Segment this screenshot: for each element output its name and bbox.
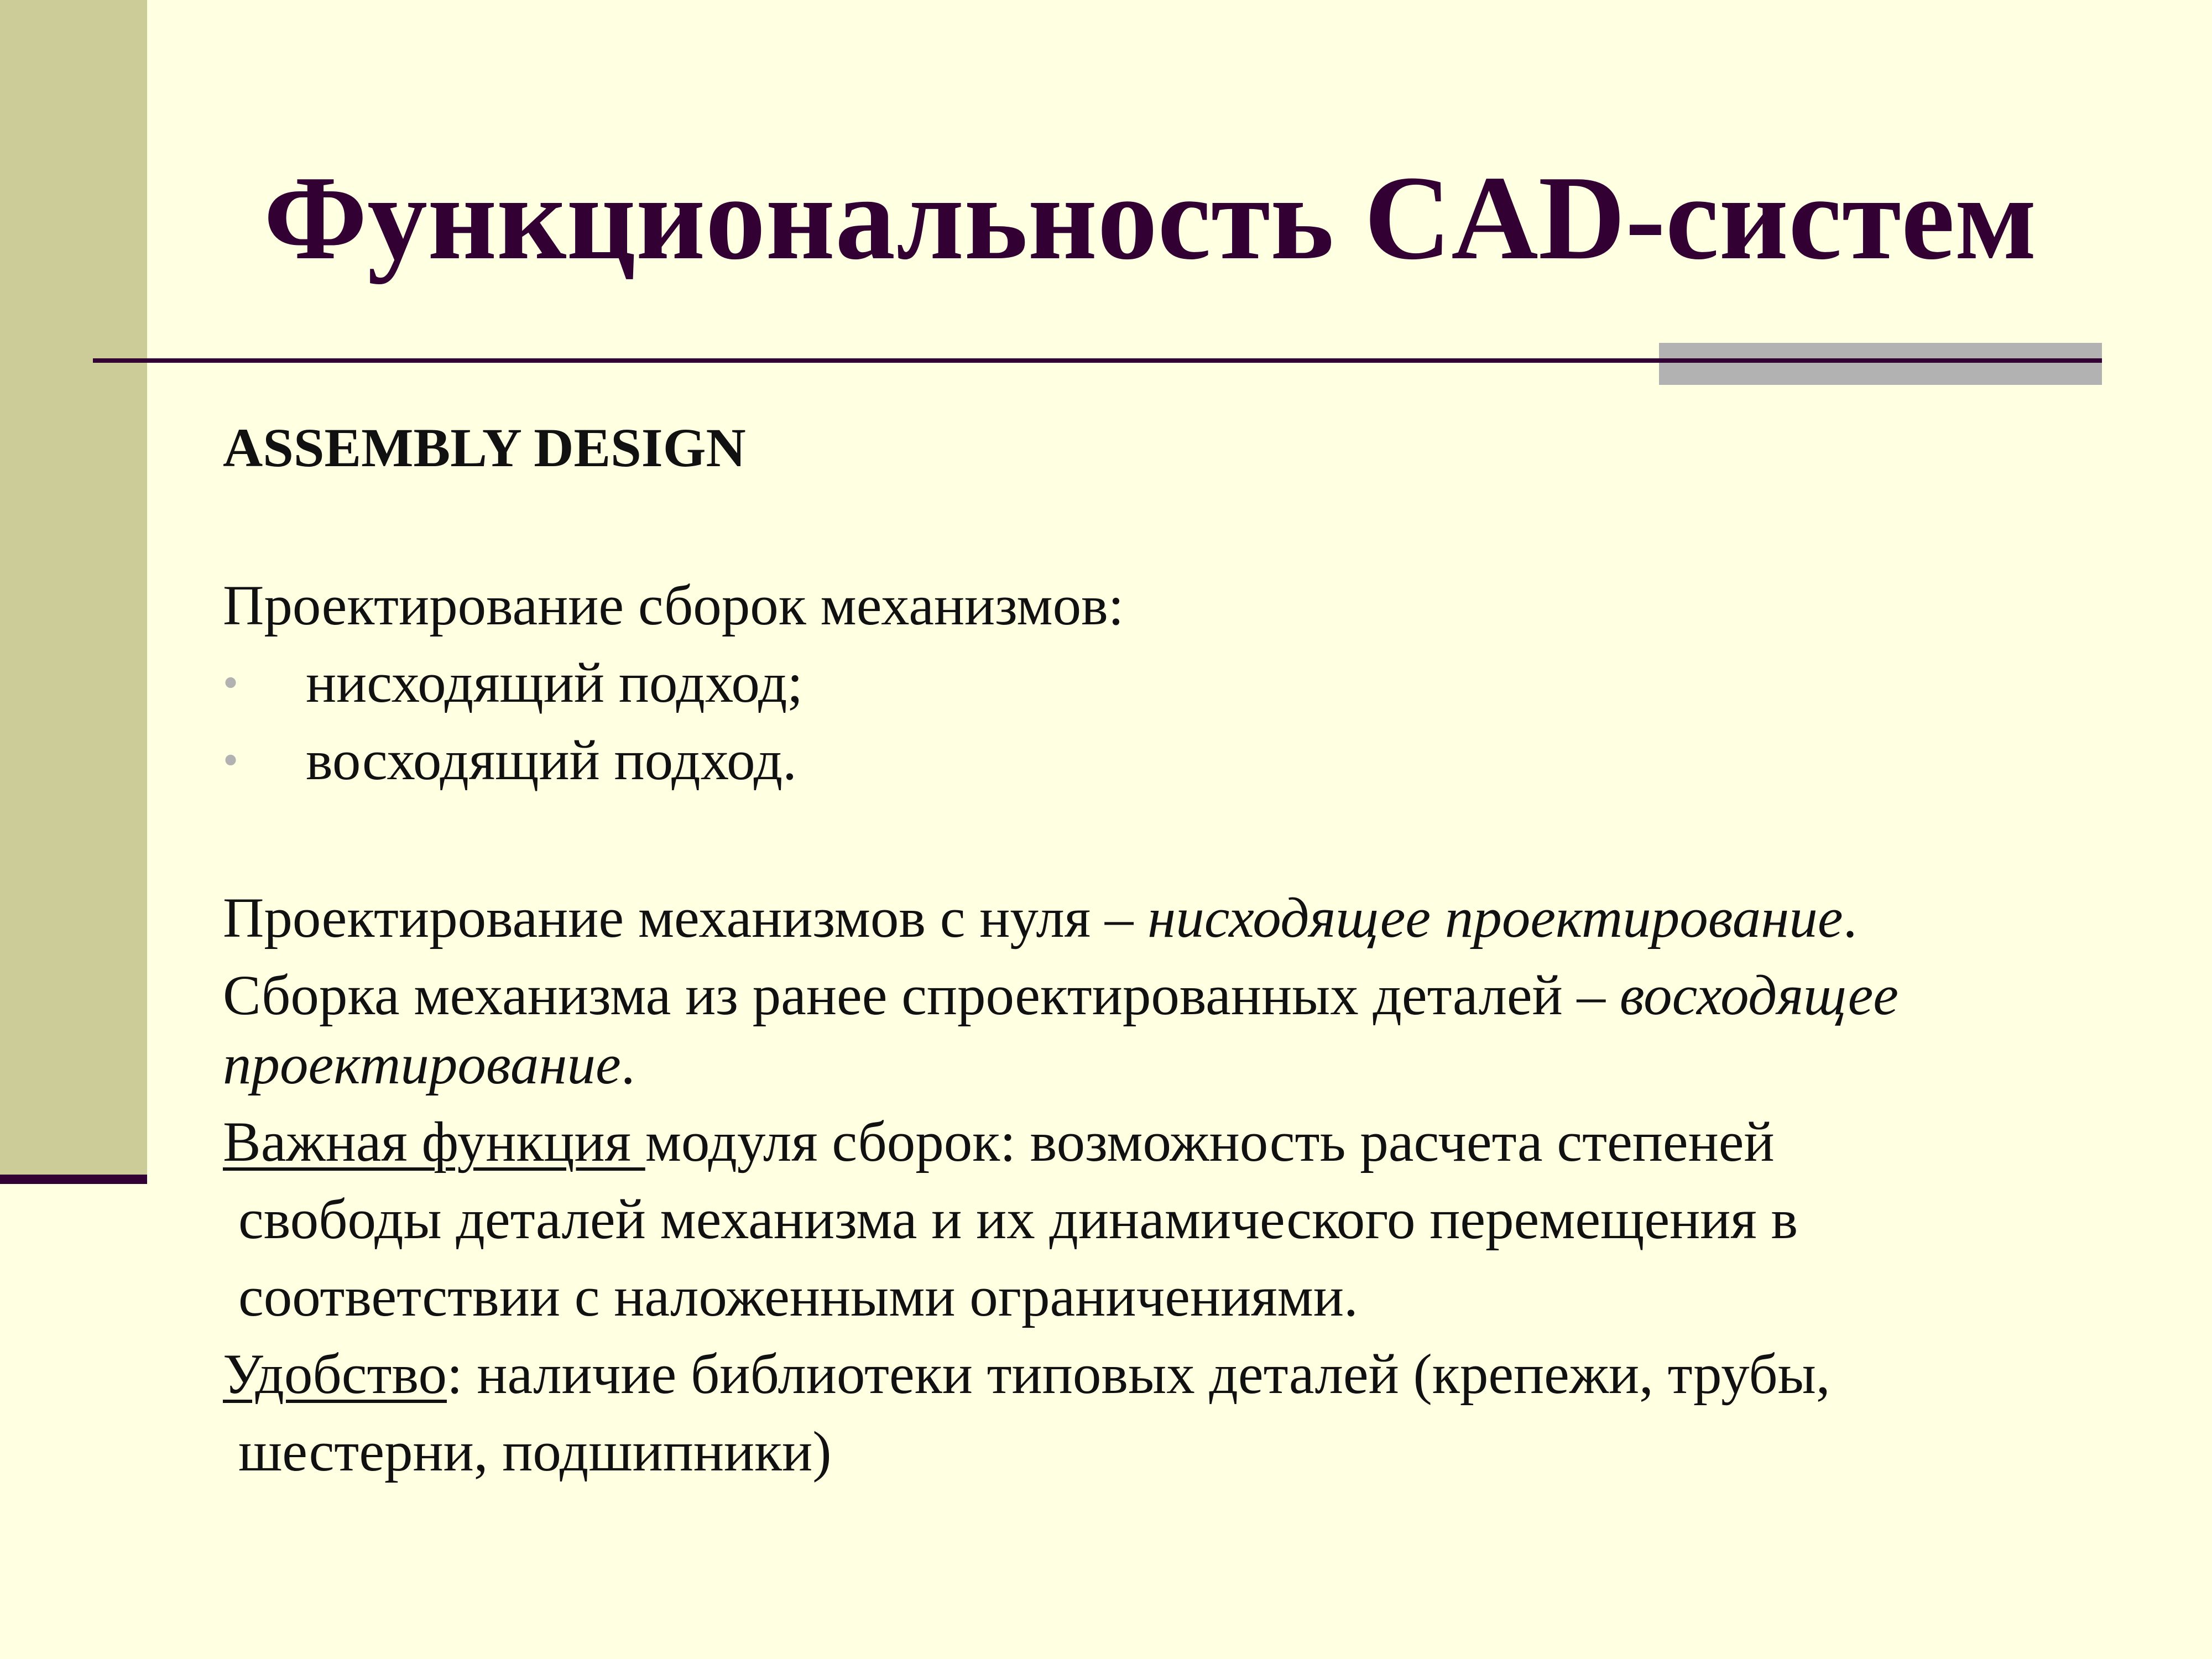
- title-rule-accent: [1659, 343, 2102, 385]
- underlined-term: Важная функция: [223, 1110, 645, 1173]
- paragraph-convenience-line2: шестерни, подшипники): [238, 1420, 832, 1483]
- paragraph-key-function-line1: [223, 1109, 1775, 1175]
- side-bar-underline: [0, 1175, 147, 1184]
- bullet-icon: •: [223, 736, 239, 785]
- bullet-text: восходящий подход.: [306, 729, 797, 792]
- paragraph-text: : наличие библиотеки типовых деталей (крепежи, трубы,: [446, 1343, 1830, 1406]
- paragraph-key-function-line2: свободы деталей механизма и их динамического перемещения в: [238, 1188, 1798, 1251]
- paragraph-emphasis: восходящее: [1619, 964, 1899, 1027]
- paragraph-text: модуля сборок: возможность расчета степеней: [645, 1110, 1775, 1173]
- side-bar: [0, 0, 147, 1175]
- section-heading: ASSEMBLY DESIGN: [223, 417, 746, 478]
- title-rule-accent-line: [1659, 358, 2102, 363]
- bullet-text: нисходящий подход;: [306, 651, 803, 714]
- intro-text: Проектирование сборок механизмов:: [223, 574, 1124, 637]
- bullet-icon: •: [223, 659, 239, 707]
- paragraph-bottom-up-line1: [223, 962, 1898, 1029]
- paragraph-bottom-up-line2: [223, 1031, 635, 1098]
- paragraph-emphasis: проектирование: [223, 1033, 621, 1096]
- paragraph-emphasis: нисходящее проектирование: [1147, 886, 1843, 950]
- paragraph-convenience-line1: [223, 1341, 1830, 1407]
- paragraph-end: .: [620, 1033, 635, 1096]
- paragraph-key-function-line3: соответствии с наложенными ограничениями.: [238, 1265, 1358, 1328]
- paragraph-end: .: [1843, 886, 1858, 950]
- paragraph-text: Проектирование механизмов с нуля –: [223, 886, 1148, 950]
- slide-title: Функциональность CAD-систем: [263, 152, 2037, 285]
- underlined-term: Удобство: [223, 1343, 447, 1406]
- paragraph-top-down: [223, 885, 1857, 951]
- paragraph-text: Сборка механизма из ранее спроектированных деталей –: [223, 964, 1620, 1027]
